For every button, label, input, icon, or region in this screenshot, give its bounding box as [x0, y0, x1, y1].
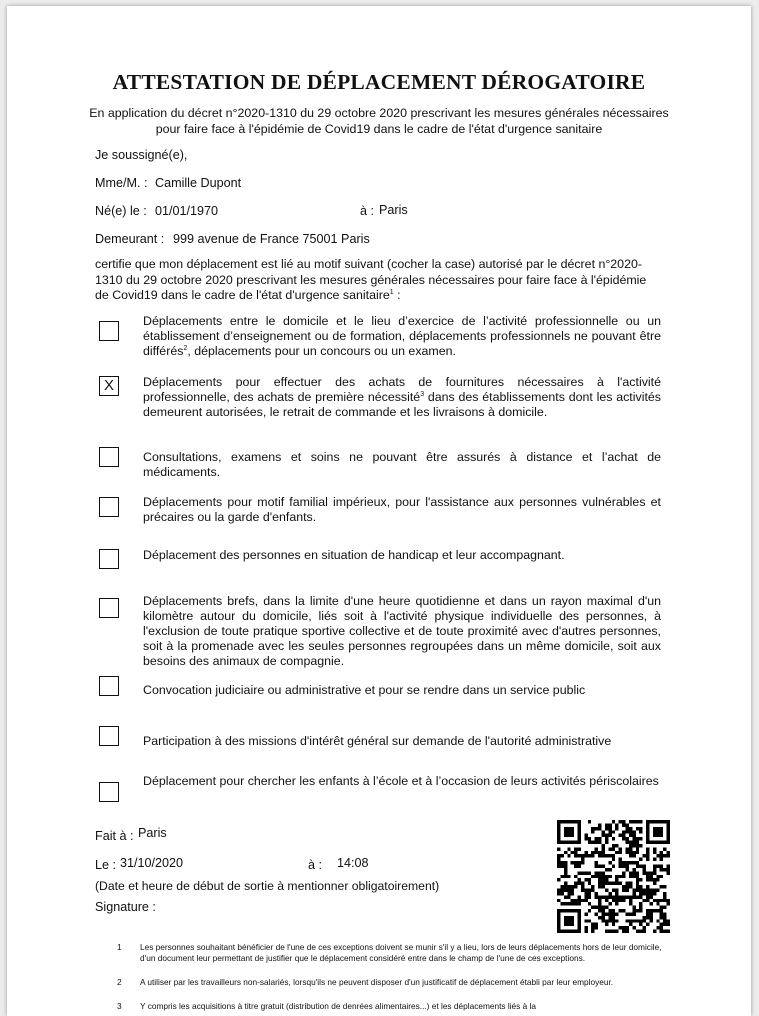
footnote-text-2: A utiliser par les travailleurs non-salariés, lorsqu'ils ne peuvent disposer d'un justificatif de déplacement établi par leur employeur. — [140, 977, 614, 987]
reason-work — [143, 314, 661, 359]
time-label: à : — [308, 858, 323, 872]
fait-label: Fait à : — [95, 829, 134, 843]
checkbox-exercise[interactable] — [99, 598, 119, 618]
footnote-num-1: 1 — [117, 942, 122, 952]
address-value: 999 avenue de France 75001 Paris — [173, 232, 370, 246]
footnote-ref-1: 1 — [389, 288, 394, 296]
reason-missions: Participation à des missions d'intérêt général sur demande de l'autorité administrative — [143, 734, 612, 748]
checkbox-purchases[interactable]: X — [99, 376, 119, 396]
attestation-page — [7, 6, 751, 1016]
footnote-text-1: Les personnes souhaitant bénéficier de l'une de ces exceptions doivent se munir s'il y a lieu, lors de leurs déplacements hors de leur domicile, d'un document leur permettant de justifier que le déplacement considéré entre dans le champ de l'une de ces exceptions. — [140, 942, 662, 963]
address-label: Demeurant : — [95, 232, 165, 246]
birth-place-value: Paris — [379, 203, 408, 217]
reason-handicap: Déplacement des personnes en situation de handicap et leur accompagnant. — [143, 548, 565, 562]
checkbox-judicial[interactable] — [99, 676, 119, 696]
date-value: 31/10/2020 — [120, 856, 184, 870]
footnote-num-2: 2 — [117, 977, 122, 987]
time-value: 14:08 — [337, 856, 369, 870]
certify-text: certifie que mon déplacement est lié au motif suivant (cocher la case) autorisé par le décret n°2020-1310 du 29 octobre 2020 prescrivant les mesures générales nécessaires pour faire face à l'épidémie de Covid19 dans le cadre de l'état d'urgence sanitaire — [95, 257, 647, 302]
reason-purchases-text-b: dans des établissements dont les activités demeurent autorisées, le retrait de commande et les livraisons à domicile. — [143, 390, 661, 419]
footnote-ref-2: 2 — [183, 344, 188, 352]
checkbox-handicap[interactable] — [99, 549, 119, 569]
birth-place-label: à : — [360, 204, 375, 218]
birth-date-value: 01/01/1970 — [155, 204, 219, 218]
certify-end: : — [393, 288, 401, 302]
birth-date-label: Né(e) le : — [95, 204, 147, 218]
reason-work-text-a: Déplacements entre le domicile et le lieu d’exercice de l’activité professionnelle ou un établissement d’enseignement ou de formation, déplacements professionnels ne pouvant être différés — [143, 314, 661, 358]
reason-work-text-b: , déplacements pour un concours ou un examen. — [187, 344, 456, 358]
footnote-text-3: Y compris les acquisitions à titre gratuit (distribution de denrées alimentaires...) et les déplacements liés à la — [140, 1001, 536, 1011]
reason-purchases-text-a: Déplacements pour effectuer des achats de fournitures nécessaires à l'activité professionnelle, des achats de première nécessité — [143, 375, 661, 404]
reason-exercise: Déplacements brefs, dans la limite d'une heure quotidienne et dans un rayon maximal d'un kilomètre autour du domicile, liés soit à l'activité physique individuelle des personnes, à l'exclusion de toute pratique sportive collective et de toute proximité avec d'autres personnes, soit à la promenade avec les seules personnes regroupées dans un même domicile, soit aux besoins des animaux de compagnie. — [143, 594, 661, 668]
checkbox-health[interactable] — [99, 447, 119, 467]
document-title: ATTESTATION DE DÉPLACEMENT DÉROGATOIRE — [112, 70, 646, 94]
soussigne-text: Je soussigné(e), — [95, 148, 188, 162]
reason-judicial: Convocation judiciaire ou administrative et pour se rendre dans un service public — [143, 683, 586, 697]
signature-label: Signature : — [95, 900, 156, 914]
checkbox-family[interactable] — [99, 497, 119, 517]
checkbox-work[interactable] — [99, 321, 119, 341]
name-value: Camille Dupont — [155, 176, 242, 190]
reason-purchases — [143, 375, 661, 420]
date-label: Le : — [95, 858, 117, 872]
fait-value: Paris — [138, 826, 167, 840]
qr-code — [557, 820, 670, 933]
intro-paragraph: En application du décret n°2020-1310 du 29 octobre 2020 prescrivant les mesures générales nécessaires pour faire face à l'épidémie de Covid19 dans le cadre de l'état d'urgence sanitaire — [89, 106, 669, 136]
date-time-note: (Date et heure de début de sortie à mentionner obligatoirement) — [95, 879, 440, 893]
reason-children: Déplacement pour chercher les enfants à l’école et à l’occasion de leurs activités périscolaires — [143, 774, 659, 788]
name-label: Mme/M. : — [95, 176, 148, 190]
reason-family: Déplacements pour motif familial impérieux, pour l'assistance aux personnes vulnérables et précaires ou la garde d'enfants. — [143, 495, 661, 524]
reason-health: Consultations, examens et soins ne pouvant être assurés à distance et l’achat de médicaments. — [143, 450, 661, 479]
footnote-num-3: 3 — [117, 1001, 122, 1011]
certify-paragraph — [95, 257, 663, 304]
footnote-ref-3: 3 — [420, 390, 425, 398]
checkbox-children[interactable] — [99, 782, 119, 802]
checkbox-missions[interactable] — [99, 726, 119, 746]
